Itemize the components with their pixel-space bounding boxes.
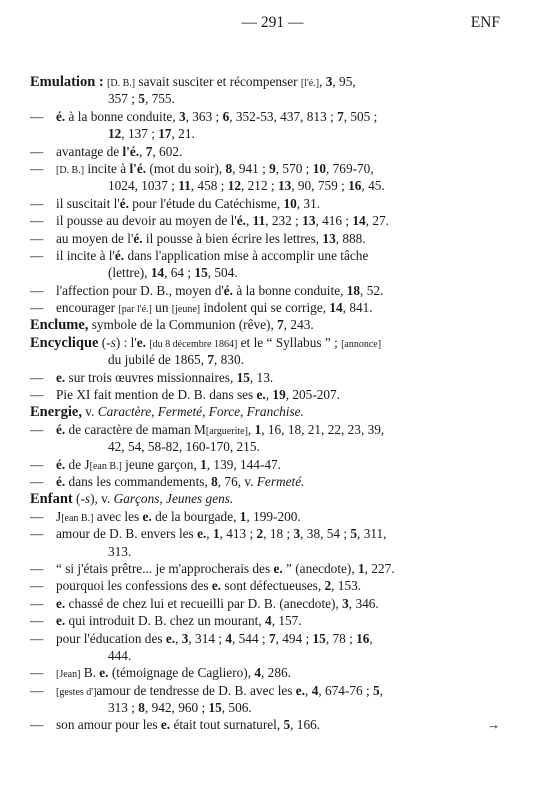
entry-text: 313 ; 8, 942, 960 ; 15, 506.: [108, 700, 252, 716]
entry-text: avantage de l'é., 7, 602.: [56, 143, 183, 159]
entry-text: e. qui introduit D. B. chez un mourant, 4, 157.: [56, 613, 302, 629]
entry-headword-line: [30, 73, 500, 90]
entry-continuation: [30, 647, 500, 664]
subentry: [30, 456, 500, 473]
entry-text: Emulation : [D. B.] savait susciter et récompenser [l'é.], 3, 95,: [30, 74, 356, 90]
dash: —: [30, 456, 44, 472]
entry-text: 12, 137 ; 17, 21.: [108, 126, 195, 142]
subentry: [30, 716, 500, 733]
subentry: [30, 595, 500, 612]
entry-text: 444.: [108, 647, 132, 663]
entry-text: amour de D. B. envers les e., 1, 413 ; 2, 18 ; 3, 38, 54 ; 5, 311,: [56, 526, 387, 542]
entry-text: [D. B.] incite à l'é. (mot du soir), 8, 941 ; 9, 570 ; 10, 769-70,: [56, 160, 374, 176]
entry-text: 42, 54, 58-82, 160-170, 215.: [108, 439, 260, 455]
dash: —: [30, 665, 44, 681]
dash: —: [30, 195, 44, 211]
dash: —: [30, 421, 44, 437]
entry-text: e. sur trois œuvres missionnaires, 15, 13.: [56, 369, 274, 385]
entry-text: l'affection pour D. B., moyen d'é. à la bonne conduite, 18, 52.: [56, 282, 384, 298]
entry-text: [Jean] B. e. (témoignage de Cagliero), 4, 286.: [56, 665, 291, 681]
entry-text: Enclume, symbole de la Communion (rêve), 7, 243.: [30, 317, 314, 334]
entry-text: pour l'éducation des e., 3, 314 ; 4, 544 ; 7, 494 ; 15, 78 ; 16,: [56, 630, 373, 646]
entry-text: é. de caractère de maman M[arguerite], 1, 16, 18, 21, 22, 23, 39,: [56, 421, 385, 437]
entry-text: 357 ; 5, 755.: [108, 91, 175, 107]
dash: —: [30, 560, 44, 576]
dash: —: [30, 613, 44, 629]
entry-continuation: [30, 125, 500, 142]
dash: —: [30, 282, 44, 298]
dash: —: [30, 682, 44, 698]
subentry: [30, 195, 500, 212]
subentry: [30, 108, 500, 125]
entry-continuation: [30, 177, 500, 194]
entry-text: e. chassé de chez lui et recueilli par D. B. (anecdote), 3, 346.: [56, 595, 379, 611]
entry-continuation: [30, 438, 500, 455]
subentry: [30, 421, 500, 438]
subentry: [30, 230, 500, 247]
next-page-arrow-icon: →: [486, 717, 500, 733]
subentry: [30, 143, 500, 160]
entry-text: du jubilé de 1865, 7, 830.: [108, 352, 244, 368]
entry-text: é. de J[ean B.] jeune garçon, 1, 139, 144-47.: [56, 456, 282, 472]
entry-headword-line: [30, 334, 500, 351]
subentry: [30, 369, 500, 386]
dash: —: [30, 526, 44, 542]
dash: —: [30, 143, 44, 159]
subentry: [30, 247, 500, 264]
entry-text: Enfant (-s), v. Garçons, Jeunes gens.: [30, 491, 234, 508]
subentry: [30, 612, 500, 629]
page-number: — 291 —: [241, 14, 304, 31]
dash: —: [30, 213, 44, 229]
subentry: [30, 577, 500, 594]
entry-text: Energie, v. Caractère, Fermeté, Force, Franchise.: [30, 404, 304, 421]
entry-continuation: [30, 351, 500, 368]
section-code: ENF: [470, 14, 500, 31]
subentry: [30, 473, 500, 490]
entry-text: 1024, 1037 ; 11, 458 ; 12, 212 ; 13, 90, 759 ; 16, 45.: [108, 178, 385, 194]
dash: —: [30, 387, 44, 403]
entry-text: [gestes d']amour de tendresse de D. B. avec les e., 4, 674-76 ; 5,: [56, 682, 383, 698]
dash: —: [30, 300, 44, 316]
dash: —: [30, 369, 44, 385]
subentry: [30, 299, 500, 316]
entry-text: J[ean B.] avec les e. de la bourgade, 1, 199-200.: [56, 508, 301, 524]
entry-text: pourquoi les confessions des e. sont défectueuses, 2, 153.: [56, 578, 362, 594]
page-header: [0, 14, 545, 38]
dash: —: [30, 595, 44, 611]
entry-headword-line: [30, 316, 500, 333]
entry-text: (lettre), 14, 64 ; 15, 504.: [108, 265, 238, 281]
subentry: [30, 212, 500, 229]
dash: —: [30, 473, 44, 489]
dash: —: [30, 717, 44, 733]
subentry: [30, 282, 500, 299]
entry-headword-line: [30, 403, 500, 420]
dash: —: [30, 630, 44, 646]
index-entries: [30, 73, 500, 734]
entry-text: il suscitait l'é. pour l'étude du Catéchisme, 10, 31.: [56, 195, 321, 211]
entry-headword-line: [30, 490, 500, 507]
dash: —: [30, 578, 44, 594]
entry-text: Pie XI fait mention de D. B. dans ses e., 19, 205-207.: [56, 387, 341, 403]
subentry: [30, 508, 500, 525]
subentry: [30, 525, 500, 542]
subentry: [30, 560, 500, 577]
entry-continuation: [30, 90, 500, 107]
dash: —: [30, 160, 44, 176]
dash: —: [30, 508, 44, 524]
entry-text: é. dans les commandements, 8, 76, v. Fermeté.: [56, 473, 305, 489]
entry-text: au moyen de l'é. il pousse à bien écrire les lettres, 13, 888.: [56, 230, 366, 246]
entry-continuation: [30, 699, 500, 716]
subentry: [30, 160, 500, 177]
subentry: [30, 386, 500, 403]
entry-text: il incite à l'é. dans l'application mise à accomplir une tâche: [56, 247, 369, 263]
entry-continuation: [30, 543, 500, 560]
subentry: [30, 682, 500, 699]
entry-text: il pousse au devoir au moyen de l'é., 11, 232 ; 13, 416 ; 14, 27.: [56, 213, 389, 229]
entry-continuation: [30, 264, 500, 281]
dash: —: [30, 247, 44, 263]
dash: —: [30, 108, 44, 124]
entry-text: son amour pour les e. était tout surnaturel, 5, 166.: [56, 717, 321, 733]
entry-text: Encyclique (-s) : l'e. [du 8 décembre 1864] et le “ Syllabus ” ; [annonce]: [30, 334, 382, 351]
entry-text: encourager [par l'é.] un [jeune] indolent qui se corrige, 14, 841.: [56, 300, 373, 316]
entry-text: 313.: [108, 543, 132, 559]
dash: —: [30, 230, 44, 246]
entry-text: é. à la bonne conduite, 3, 363 ; 6, 352-53, 437, 813 ; 7, 505 ;: [56, 108, 378, 124]
entry-text: “ si j'étais prêtre... je m'approcherais des e. ” (anecdote), 1, 227.: [56, 560, 395, 576]
subentry: [30, 664, 500, 681]
subentry: [30, 630, 500, 647]
